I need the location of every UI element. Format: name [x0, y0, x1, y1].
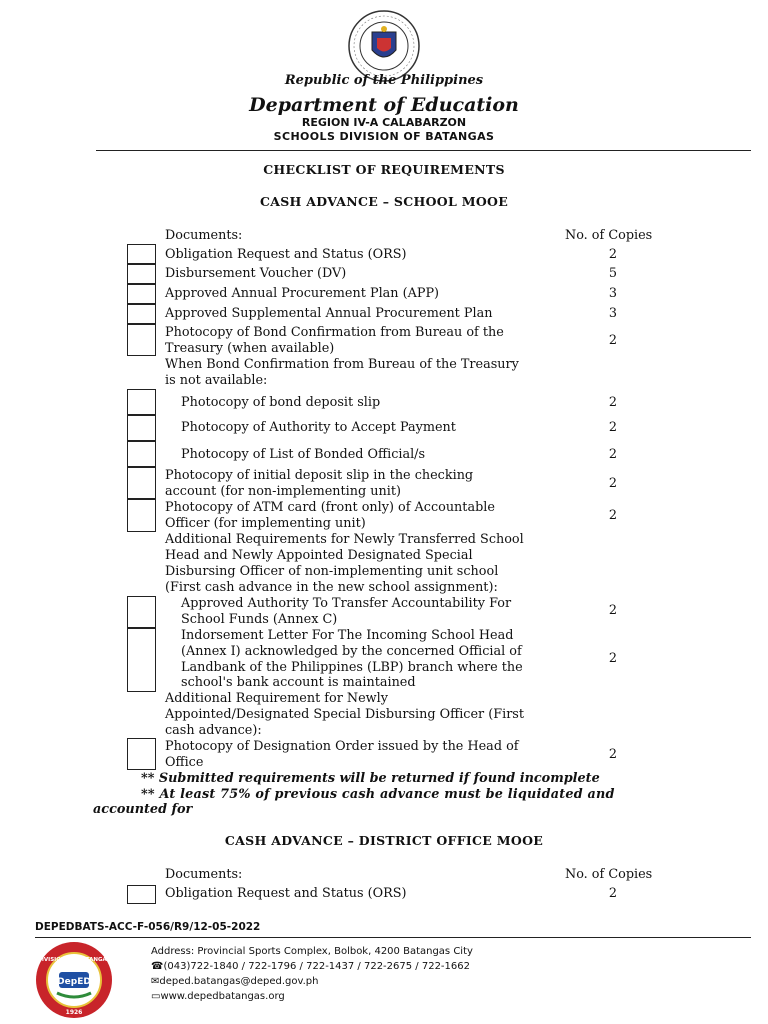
seal-year-text: 1926 [65, 1009, 83, 1016]
copies-value: 3 [608, 286, 618, 301]
republic-heading: Republic of the Philippines [284, 73, 484, 88]
footer-phone: (043)722-1840 / 722-1796 / 722-1437 / 722-2675 / 722-1662 [163, 961, 470, 972]
item-label: Treasury (when available) [165, 341, 335, 356]
email-icon: ✉ [151, 976, 160, 987]
subheading-label: (First cash advance in the new school assignment): [165, 580, 498, 595]
item-label: Photocopy of Authority to Accept Payment [181, 420, 456, 435]
footer-email-row [151, 974, 318, 989]
note-liquidation: ** At least 75% of previous cash advance must be liquidated and [141, 787, 615, 802]
district-copies-header: No. of Copies [565, 867, 653, 882]
checklist-title: CHECKLIST OF REQUIREMENTS [263, 162, 505, 177]
copies-value: 2 [608, 603, 618, 618]
footer-address: Address: Provincial Sports Complex, Bolbok, 4200 Batangas City [151, 946, 473, 957]
subheading-label: is not available: [165, 373, 268, 388]
copies-value: 2 [608, 447, 618, 462]
checkbox-ors[interactable] [127, 244, 156, 264]
copies-value: 2 [608, 395, 618, 410]
checkbox-authority-accept-payment[interactable] [127, 415, 156, 441]
copies-value: 2 [608, 247, 618, 262]
checkbox-bonded-officials[interactable] [127, 441, 156, 467]
district-documents-header: Documents: [165, 867, 243, 882]
checkbox-dv[interactable] [127, 264, 156, 284]
footer-divider [35, 937, 751, 938]
copies-value: 2 [608, 508, 618, 523]
deped-seal-icon [348, 10, 420, 82]
checkbox-initial-deposit-slip[interactable] [127, 467, 156, 499]
item-label: Approved Annual Procurement Plan (APP) [165, 286, 440, 301]
note-incomplete: ** Submitted requirements will be returned if found incomplete [141, 771, 600, 786]
item-label: (Annex I) acknowledged by the concerned Official of [181, 644, 522, 659]
department-heading: Department of Education [249, 94, 519, 116]
division-heading: SCHOOLS DIVISION OF BATANGAS [273, 130, 495, 143]
subheading-label: Head and Newly Appointed Designated Special [165, 548, 473, 563]
item-label: Obligation Request and Status (ORS) [165, 247, 407, 262]
computer-icon: ▭ [151, 991, 161, 1002]
subheading-label: cash advance): [165, 723, 262, 738]
subheading-label: Appointed/Designated Special Disbursing Officer (First [165, 707, 525, 722]
note-liquidation-cont: accounted for [93, 802, 193, 817]
subheading-label: Disbursing Officer of non-implementing unit school [165, 564, 499, 579]
item-label: Photocopy of bond deposit slip [181, 395, 381, 410]
item-label: Indorsement Letter For The Incoming School Head [181, 628, 514, 643]
footer-website[interactable]: www.depedbatangas.org [160, 991, 285, 1002]
item-label: Office [165, 755, 204, 770]
checkbox-annex-c[interactable] [127, 596, 156, 628]
footer-website-row [151, 989, 285, 1004]
copies-value: 5 [608, 266, 618, 281]
item-label: Landbank of the Philippines (LBP) branch where the [181, 660, 523, 675]
seal-ring-text: DIVISION OF BATANGAS [37, 957, 111, 963]
checkbox-supplemental-app[interactable] [127, 304, 156, 324]
item-label: Obligation Request and Status (ORS) [165, 886, 407, 901]
item-label: Photocopy of initial deposit slip in the checking [165, 468, 474, 483]
item-label: Photocopy of List of Bonded Official/s [181, 447, 426, 462]
form-code: DEPEDBATS-ACC-F-056/R9/12-05-2022 [35, 921, 261, 933]
subheading-label: Additional Requirement for Newly [165, 691, 388, 706]
copies-value: 2 [608, 886, 618, 901]
copies-value: 2 [608, 476, 618, 491]
header-divider [96, 150, 751, 151]
subheading-label: Additional Requirements for Newly Transferred School [165, 532, 524, 547]
copies-value: 2 [608, 420, 618, 435]
checkbox-atm-card[interactable] [127, 499, 156, 532]
item-label: Photocopy of Bond Confirmation from Bureau of the [165, 325, 504, 340]
district-section-title: CASH ADVANCE – DISTRICT OFFICE MOOE [224, 833, 544, 848]
documents-header: Documents: [165, 228, 243, 243]
checkbox-district-ors[interactable] [127, 885, 156, 904]
seal-logo-text: DepED [57, 977, 91, 987]
checkbox-bond-confirmation[interactable] [127, 324, 156, 356]
checkbox-designation-order[interactable] [127, 738, 156, 770]
item-label: Photocopy of Designation Order issued by the Head of [165, 739, 519, 754]
copies-value: 2 [608, 651, 618, 666]
footer-phone-row [151, 959, 470, 974]
copies-value: 2 [608, 333, 618, 348]
subheading-label: When Bond Confirmation from Bureau of the Treasury [165, 357, 519, 372]
item-label: School Funds (Annex C) [181, 612, 338, 627]
division-seal-icon [35, 941, 113, 1019]
checkbox-bond-deposit-slip[interactable] [127, 389, 156, 415]
checkbox-app[interactable] [127, 284, 156, 304]
item-label: school's bank account is maintained [181, 675, 416, 690]
item-label: Approved Authority To Transfer Accountability For [181, 596, 512, 611]
region-heading: REGION IV-A CALABARZON [301, 116, 467, 129]
copies-header: No. of Copies [565, 228, 653, 243]
copies-value: 3 [608, 306, 618, 321]
item-label: Approved Supplemental Annual Procurement Plan [165, 306, 493, 321]
footer-email[interactable]: deped.batangas@deped.gov.ph [159, 976, 319, 987]
item-label: Photocopy of ATM card (front only) of Accountable [165, 500, 495, 515]
item-label: account (for non-implementing unit) [165, 484, 401, 499]
item-label: Disbursement Voucher (DV) [165, 266, 347, 281]
checkbox-annex-i[interactable] [127, 628, 156, 692]
phone-icon: ☎ [151, 961, 164, 972]
copies-value: 2 [608, 747, 618, 762]
school-section-title: CASH ADVANCE – SCHOOL MOOE [259, 194, 509, 209]
item-label: Officer (for implementing unit) [165, 516, 366, 531]
